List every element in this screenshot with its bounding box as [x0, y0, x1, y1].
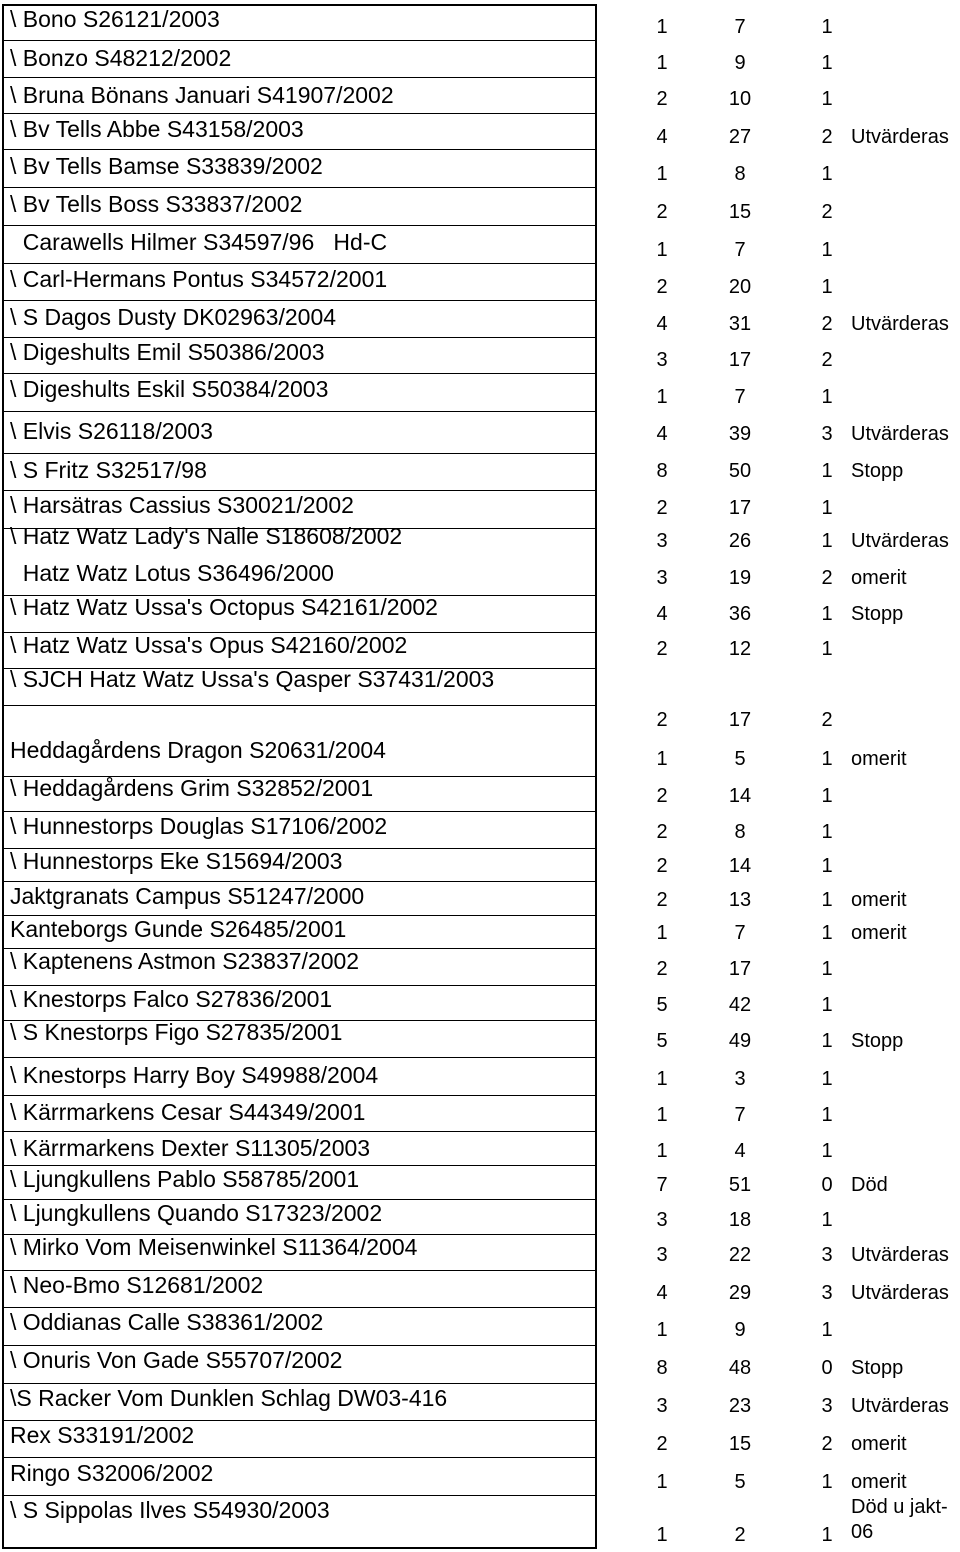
row-separator — [2, 187, 597, 188]
count-b: 8 — [734, 821, 746, 843]
count-c: 1 — [821, 889, 833, 911]
status-label: Utvärderas — [851, 313, 949, 335]
row-separator — [2, 1383, 597, 1384]
count-c: 1 — [821, 1030, 833, 1052]
count-c: 1 — [821, 530, 833, 552]
dog-name: \ Hatz Watz Ussa's Octopus S42161/2002 — [10, 594, 438, 620]
count-a: 2 — [656, 276, 668, 298]
count-a: 2 — [656, 1433, 668, 1455]
status-label: omerit — [851, 922, 907, 944]
count-c: 1 — [821, 1104, 833, 1126]
row-separator — [2, 113, 597, 114]
count-a: 1 — [656, 1068, 668, 1090]
count-b: 29 — [728, 1282, 752, 1304]
status-label: Stopp — [851, 460, 904, 482]
count-c: 1 — [821, 922, 833, 944]
count-b: 10 — [728, 88, 752, 110]
row-separator — [2, 881, 597, 882]
count-c: 1 — [821, 460, 833, 482]
count-c: 1 — [821, 994, 833, 1016]
count-c: 1 — [821, 855, 833, 877]
count-a: 4 — [656, 313, 668, 335]
row-separator — [2, 1457, 597, 1458]
count-b: 15 — [728, 1433, 752, 1455]
dog-name: \ Heddagårdens Grim S32852/2001 — [10, 775, 374, 801]
count-b: 17 — [728, 497, 752, 519]
count-c: 0 — [821, 1174, 833, 1196]
status-label: omerit — [851, 567, 907, 589]
count-c: 0 — [821, 1357, 833, 1379]
count-b: 22 — [728, 1244, 752, 1266]
count-c: 1 — [821, 239, 833, 261]
dog-name: \ S Dagos Dusty DK02963/2004 — [10, 304, 337, 330]
row-separator — [2, 453, 597, 454]
count-b: 7 — [734, 239, 746, 261]
row-separator — [2, 490, 597, 491]
count-a: 7 — [656, 1174, 668, 1196]
count-a: 3 — [656, 1395, 668, 1417]
dog-name: \ Bv Tells Abbe S43158/2003 — [10, 116, 304, 142]
row-separator — [2, 77, 597, 78]
count-a: 5 — [656, 1030, 668, 1052]
dog-name: \ Hunnestorps Douglas S17106/2002 — [10, 813, 388, 839]
dog-name: Rex S33191/2002 — [10, 1422, 195, 1448]
row-separator — [2, 225, 597, 226]
count-c: 1 — [821, 497, 833, 519]
status-label: omerit — [851, 889, 907, 911]
count-b: 17 — [728, 958, 752, 980]
count-a: 1 — [656, 16, 668, 38]
count-a: 1 — [656, 1471, 668, 1493]
count-c: 2 — [821, 313, 833, 335]
count-c: 1 — [821, 1524, 833, 1546]
count-c: 1 — [821, 958, 833, 980]
row-separator — [2, 373, 597, 374]
count-b: 9 — [734, 1319, 746, 1341]
count-c: 1 — [821, 88, 833, 110]
dog-name: \ Kaptenens Astmon S23837/2002 — [10, 948, 360, 974]
count-b: 17 — [728, 349, 752, 371]
count-b: 13 — [728, 889, 752, 911]
count-a: 4 — [656, 423, 668, 445]
count-b: 9 — [734, 52, 746, 74]
count-c: 3 — [821, 1395, 833, 1417]
count-c: 1 — [821, 1471, 833, 1493]
count-a: 4 — [656, 603, 668, 625]
dog-name: \ Bruna Bönans Januari S41907/2002 — [10, 82, 394, 108]
row-separator — [2, 40, 597, 41]
status-label: Död — [851, 1174, 888, 1196]
count-a: 1 — [656, 1524, 668, 1546]
dog-name: \ S Knestorps Figo S27835/2001 — [10, 1019, 343, 1045]
count-b: 27 — [728, 126, 752, 148]
status-label: omerit — [851, 1471, 907, 1493]
count-a: 4 — [656, 1282, 668, 1304]
count-a: 8 — [656, 460, 668, 482]
count-c: 1 — [821, 638, 833, 660]
status-label: Utvärderas — [851, 1395, 949, 1417]
dog-name: \ SJCH Hatz Watz Ussa's Qasper S37431/2003 — [10, 666, 495, 692]
count-a: 2 — [656, 889, 668, 911]
dog-name: \ Neo-Bmo S12681/2002 — [10, 1272, 264, 1298]
dog-name: \ Kärrmarkens Cesar S44349/2001 — [10, 1099, 366, 1125]
dog-name: \ Bv Tells Bamse S33839/2002 — [10, 153, 323, 179]
dog-name: \ Digeshults Eskil S50384/2003 — [10, 376, 329, 402]
count-c: 3 — [821, 423, 833, 445]
dog-name: \ Oddianas Calle S38361/2002 — [10, 1309, 324, 1335]
count-c: 3 — [821, 1244, 833, 1266]
count-b: 7 — [734, 16, 746, 38]
count-c: 1 — [821, 16, 833, 38]
count-a: 3 — [656, 567, 668, 589]
dog-name: \ S Fritz S32517/98 — [10, 457, 207, 483]
count-b: 2 — [734, 1524, 746, 1546]
row-separator — [2, 300, 597, 301]
count-a: 2 — [656, 497, 668, 519]
status-label: Utvärderas — [851, 1282, 949, 1304]
count-a: 3 — [656, 349, 668, 371]
count-a: 2 — [656, 709, 668, 731]
count-a: 1 — [656, 52, 668, 74]
count-a: 2 — [656, 855, 668, 877]
status-label: Utvärderas — [851, 126, 949, 148]
dog-name: Kanteborgs Gunde S26485/2001 — [10, 916, 347, 942]
count-b: 15 — [728, 201, 752, 223]
count-c: 2 — [821, 349, 833, 371]
dog-name: \ Knestorps Harry Boy S49988/2004 — [10, 1062, 379, 1088]
dog-name: Ringo S32006/2002 — [10, 1460, 214, 1486]
count-b: 8 — [734, 163, 746, 185]
count-b: 14 — [728, 785, 752, 807]
count-c: 1 — [821, 1140, 833, 1162]
count-c: 1 — [821, 1068, 833, 1090]
count-c: 2 — [821, 709, 833, 731]
dog-name: \ Hunnestorps Eke S15694/2003 — [10, 848, 343, 874]
count-a: 1 — [656, 922, 668, 944]
count-a: 1 — [656, 748, 668, 770]
dog-name: \ Elvis S26118/2003 — [10, 418, 213, 444]
count-b: 7 — [734, 386, 746, 408]
status-label: Utvärderas — [851, 1244, 949, 1266]
count-b: 5 — [734, 1471, 746, 1493]
count-b: 5 — [734, 748, 746, 770]
count-a: 1 — [656, 239, 668, 261]
dog-name: \ Knestorps Falco S27836/2001 — [10, 986, 333, 1012]
status-label: omerit — [851, 748, 907, 770]
dog-name: \ Bonzo S48212/2002 — [10, 45, 232, 71]
count-a: 1 — [656, 1104, 668, 1126]
count-b: 49 — [728, 1030, 752, 1052]
count-b: 42 — [728, 994, 752, 1016]
row-separator — [2, 1057, 597, 1058]
count-a: 4 — [656, 126, 668, 148]
count-a: 5 — [656, 994, 668, 1016]
count-a: 1 — [656, 163, 668, 185]
count-b: 7 — [734, 1104, 746, 1126]
count-c: 1 — [821, 52, 833, 74]
count-c: 2 — [821, 567, 833, 589]
dog-name: \ Digeshults Emil S50386/2003 — [10, 339, 325, 365]
count-b: 14 — [728, 855, 752, 877]
dog-name: \ Harsätras Cassius S30021/2002 — [10, 492, 354, 518]
count-a: 2 — [656, 821, 668, 843]
count-a: 2 — [656, 638, 668, 660]
count-c: 1 — [821, 785, 833, 807]
row-separator — [2, 705, 597, 706]
count-a: 3 — [656, 1244, 668, 1266]
count-c: 1 — [821, 821, 833, 843]
dog-name: Hatz Watz Lotus S36496/2000 — [10, 560, 334, 586]
count-a: 3 — [656, 1209, 668, 1231]
row-separator — [2, 1345, 597, 1346]
count-c: 1 — [821, 1209, 833, 1231]
row-separator — [2, 1495, 597, 1496]
dog-name: \ Bv Tells Boss S33837/2002 — [10, 191, 303, 217]
count-c: 1 — [821, 386, 833, 408]
count-b: 23 — [728, 1395, 752, 1417]
count-b: 36 — [728, 603, 752, 625]
row-separator — [2, 337, 597, 338]
count-c: 2 — [821, 126, 833, 148]
row-separator — [2, 1270, 597, 1271]
dog-name: Jaktgranats Campus S51247/2000 — [10, 883, 365, 909]
row-separator — [2, 811, 597, 812]
status-label: Död u jakt-06 — [851, 1496, 948, 1543]
count-c: 1 — [821, 603, 833, 625]
dog-name: \ Ljungkullens Quando S17323/2002 — [10, 1200, 383, 1226]
count-b: 51 — [728, 1174, 752, 1196]
row-separator — [2, 411, 597, 412]
status-label: Utvärderas — [851, 423, 949, 445]
dog-name: \ Hatz Watz Lady's Nalle S18608/2002 — [10, 523, 403, 549]
row-separator — [2, 1095, 597, 1096]
dog-name: \ Kärrmarkens Dexter S11305/2003 — [10, 1135, 371, 1161]
row-separator — [2, 263, 597, 264]
count-a: 1 — [656, 386, 668, 408]
count-b: 7 — [734, 922, 746, 944]
count-b: 17 — [728, 709, 752, 731]
count-c: 1 — [821, 748, 833, 770]
count-b: 48 — [728, 1357, 752, 1379]
count-c: 1 — [821, 1319, 833, 1341]
row-separator — [2, 1131, 597, 1132]
count-a: 1 — [656, 1319, 668, 1341]
count-b: 39 — [728, 423, 752, 445]
status-label: omerit — [851, 1433, 907, 1455]
dog-name: \ Ljungkullens Pablo S58785/2001 — [10, 1166, 360, 1192]
status-label: Stopp — [851, 1357, 904, 1379]
dog-name: \ Onuris Von Gade S55707/2002 — [10, 1347, 343, 1373]
count-a: 1 — [656, 1140, 668, 1162]
row-separator — [2, 1307, 597, 1308]
count-b: 20 — [728, 276, 752, 298]
count-c: 3 — [821, 1282, 833, 1304]
dog-name: \ Hatz Watz Ussa's Opus S42160/2002 — [10, 632, 408, 658]
count-c: 1 — [821, 163, 833, 185]
status-label: Utvärderas — [851, 530, 949, 552]
count-b: 12 — [728, 638, 752, 660]
row-separator — [2, 1420, 597, 1421]
count-c: 2 — [821, 1433, 833, 1455]
dog-name: \ Carl-Hermans Pontus S34572/2001 — [10, 266, 388, 292]
dog-name: \ Bono S26121/2003 — [10, 6, 220, 32]
dog-name: \ Mirko Vom Meisenwinkel S11364/2004 — [10, 1234, 418, 1260]
count-b: 3 — [734, 1068, 746, 1090]
count-a: 3 — [656, 530, 668, 552]
count-c: 2 — [821, 201, 833, 223]
count-a: 2 — [656, 785, 668, 807]
dog-name: Carawells Hilmer S34597/96 Hd-C — [10, 229, 388, 255]
count-b: 19 — [728, 567, 752, 589]
count-b: 18 — [728, 1209, 752, 1231]
count-a: 2 — [656, 88, 668, 110]
dog-name: Heddagårdens Dragon S20631/2004 — [10, 737, 386, 763]
row-separator — [2, 149, 597, 150]
status-label: Stopp — [851, 603, 904, 625]
count-b: 26 — [728, 530, 752, 552]
count-a: 2 — [656, 958, 668, 980]
dog-name: \ S Sippolas Ilves S54930/2003 — [10, 1497, 330, 1523]
count-a: 8 — [656, 1357, 668, 1379]
count-b: 50 — [728, 460, 752, 482]
count-c: 1 — [821, 276, 833, 298]
count-b: 4 — [734, 1140, 746, 1162]
status-label: Stopp — [851, 1030, 904, 1052]
count-a: 2 — [656, 201, 668, 223]
count-b: 31 — [728, 313, 752, 335]
dog-name: \S Racker Vom Dunklen Schlag DW03-416 — [10, 1385, 448, 1411]
